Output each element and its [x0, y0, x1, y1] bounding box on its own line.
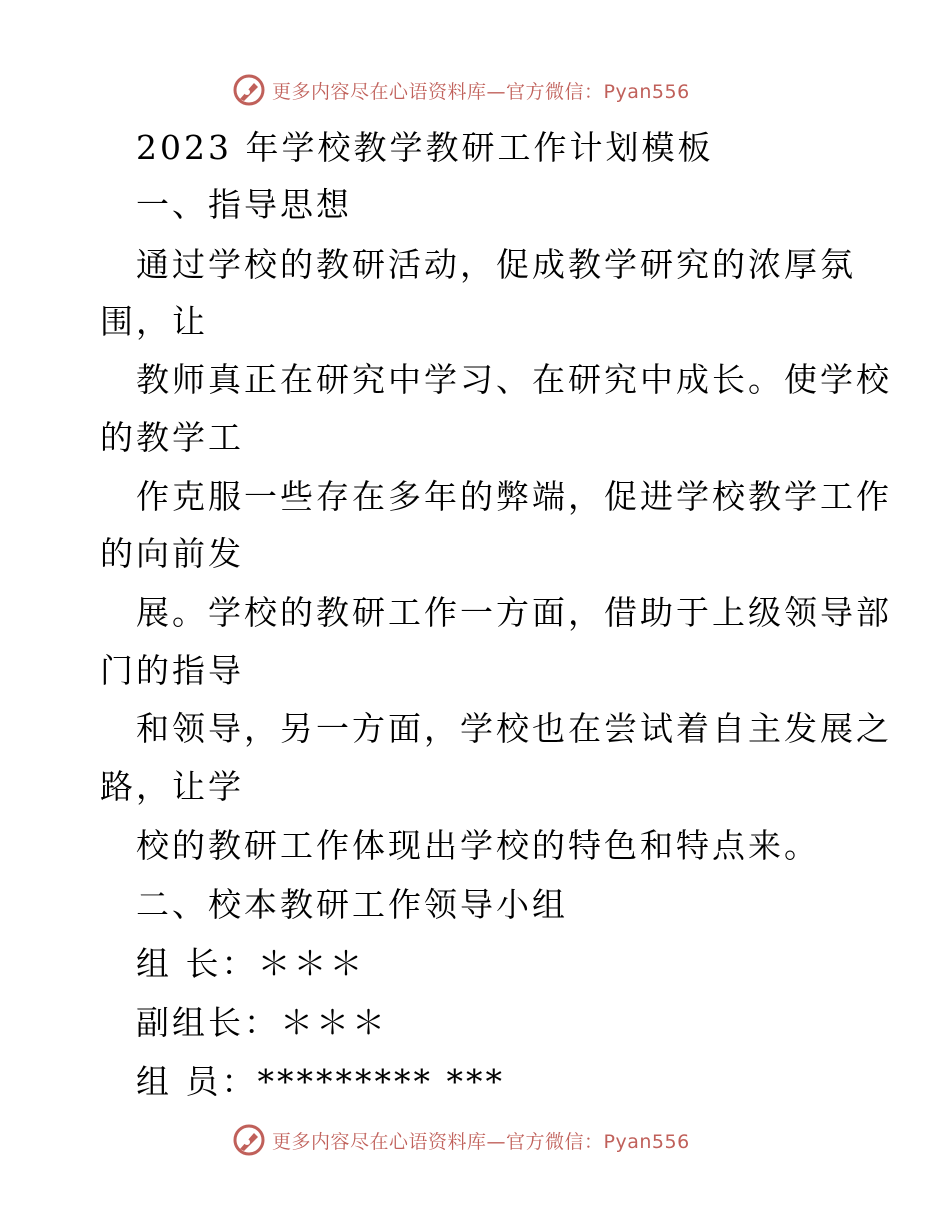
paragraph-line: 校的教研工作体现出学校的特色和特点来。 [136, 826, 820, 865]
paragraph-line: 门的指导 [100, 651, 244, 690]
section-heading: 一、指导思想 [136, 185, 352, 224]
pen-logo-icon [232, 73, 266, 107]
member-line: 组 长：＊＊＊ [136, 944, 366, 983]
section-heading: 二、校本教研工作领导小组 [136, 885, 568, 924]
paragraph-line: 的教学工 [100, 418, 244, 457]
paragraph-line: 的向前发 [100, 534, 244, 573]
paragraph-line: 通过学校的教研活动，促成教学研究的浓厚氛 [136, 245, 856, 284]
member-line: 副组长：＊＊＊ [136, 1003, 388, 1042]
paragraph-line: 和领导，另一方面，学校也在尝试着自主发展之 [136, 709, 892, 748]
paragraph-line: 教师真正在研究中学习、在研究中成长。使学校 [136, 360, 892, 399]
footer-watermark [232, 1120, 690, 1160]
document-title: 2023 年学校教学教研工作计划模板 [136, 128, 714, 167]
paragraph-line: 作克服一些存在多年的弊端，促进学校教学工作 [136, 477, 892, 516]
pen-logo-icon [232, 1123, 266, 1157]
member-line: 组 员：********* *** [136, 1062, 505, 1101]
paragraph-line: 路，让学 [100, 767, 244, 806]
paragraph-line: 展。学校的教研工作一方面，借助于上级领导部 [136, 593, 892, 632]
watermark-text: 更多内容尽在心语资料库—官方微信：Pyan556 [272, 1130, 690, 1153]
paragraph-line: 围，让 [100, 302, 208, 341]
watermark-text: 更多内容尽在心语资料库—官方微信：Pyan556 [272, 80, 690, 103]
header-watermark [232, 70, 690, 110]
